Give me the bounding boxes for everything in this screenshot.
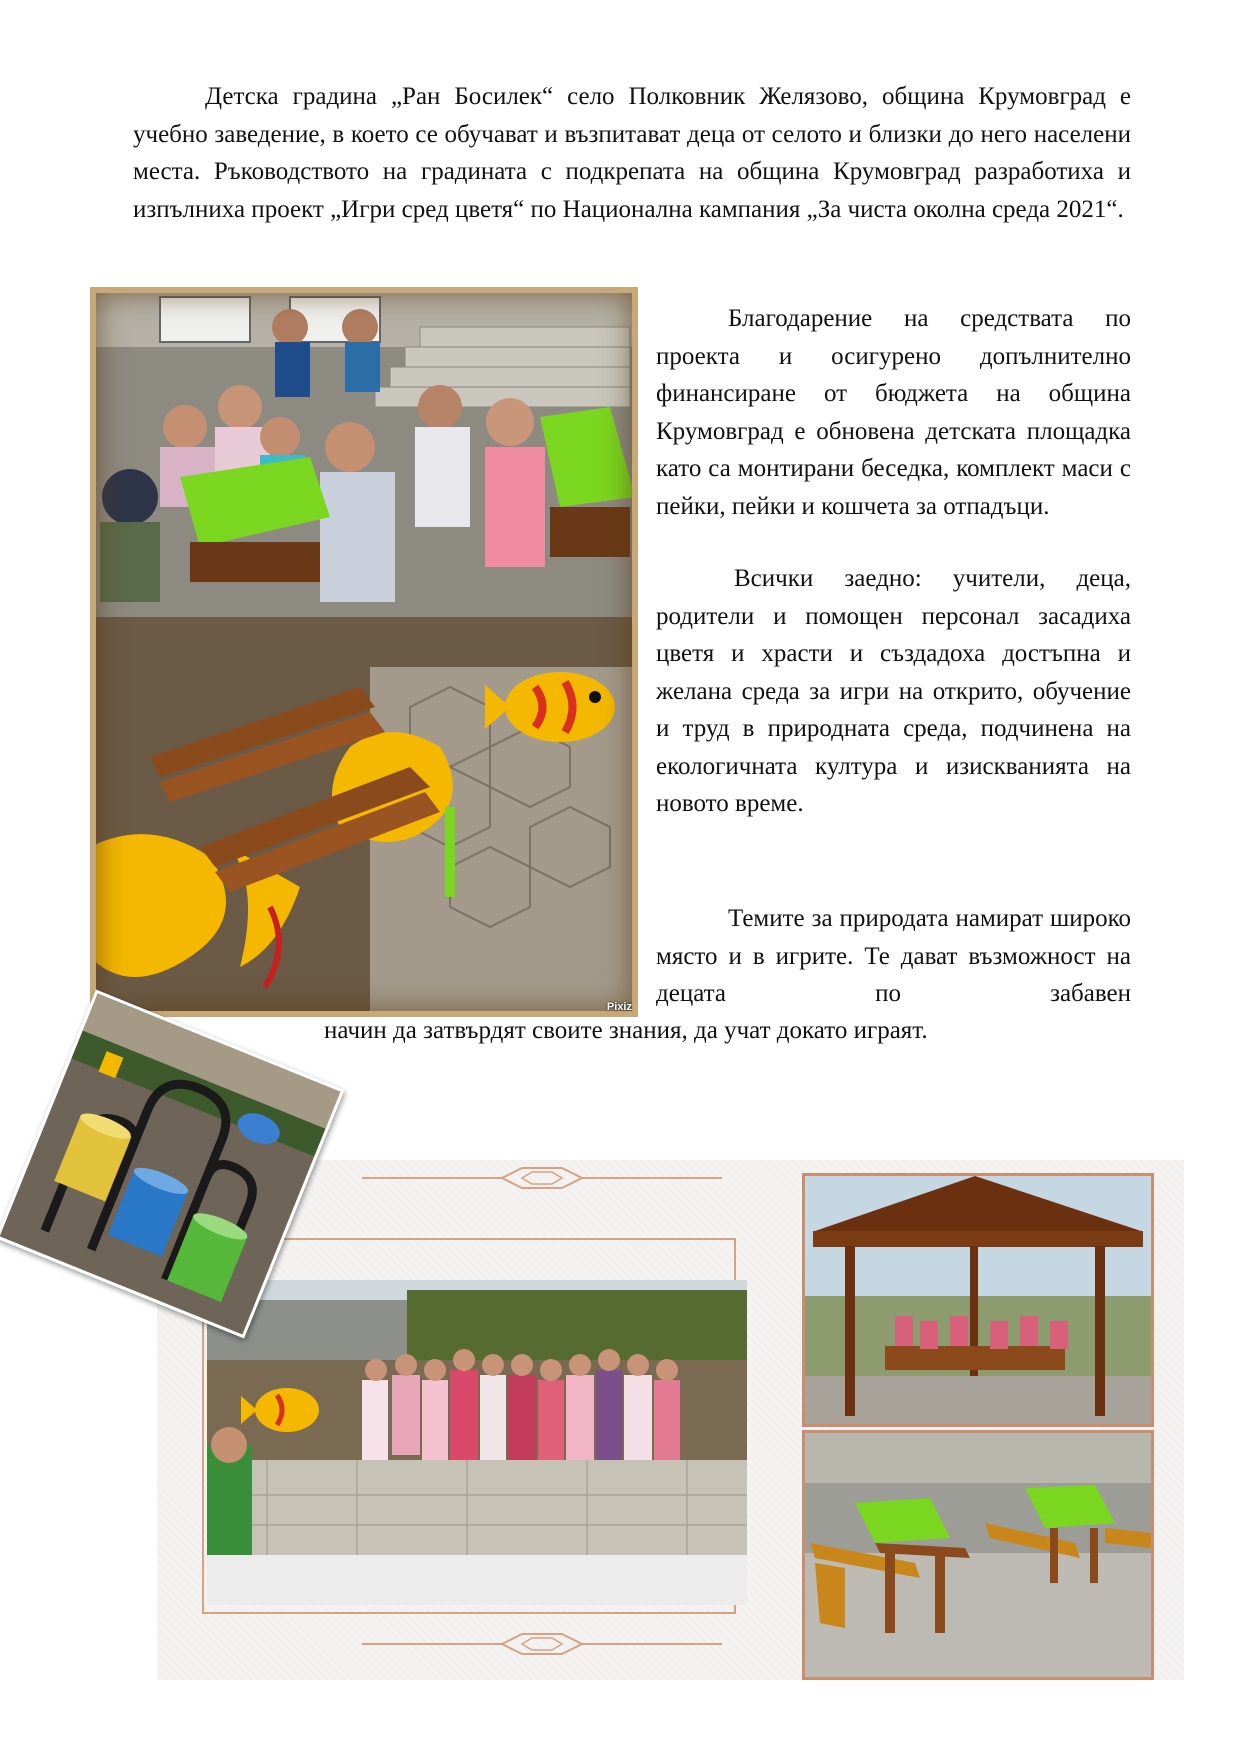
gazebo-photo — [802, 1173, 1154, 1427]
pixiz-watermark: Pixiz — [606, 1001, 632, 1013]
picnic-tables-photo — [802, 1430, 1154, 1680]
nature-themes-paragraph-last-line: начин да затвърдят своите знания, да учат докато играят. — [324, 1017, 928, 1044]
photo-panel — [157, 1160, 1184, 1680]
group-children-photo — [207, 1280, 747, 1555]
intro-paragraph: Детска градина „Ран Босилек“ село Полковник Желязово, община Крумовград е учебно заведение, в което се обучават и възпитават деца от селото и близки до него населени места. Ръководството на градината с подкрепата на община Крумовград разработиха и изпълниха проект „Игри сред цветя“ по Национална кампания „За чиста околна среда 2021“. — [133, 83, 1131, 223]
children-playground-collage-photo — [90, 287, 638, 1017]
top-ornament — [362, 1164, 722, 1192]
main-photo-caption-area — [207, 1555, 747, 1605]
bottom-ornament — [362, 1630, 722, 1658]
together-paragraph: Всички заедно: учители, деца, родители и помощен персонал засадиха цветя и храсти и създадоха достъпна и желана среда за игри на открито, обучение и труд в природната среда, подчинена на екологичната култура и изискванията на новото време. — [656, 565, 1131, 817]
funding-paragraph: Благодарение на средствата по проекта и осигурено допълнително финансиране от бюджета на община Крумовград е обновена детската площадка като са монтирани беседка, комплект маси с пейки, пейки и кошчета за отпадъци. — [656, 305, 1131, 520]
nature-themes-paragraph: Темите за природата намират широко място и в игрите. Те дават възможност на децата по забавен — [656, 905, 1131, 1007]
